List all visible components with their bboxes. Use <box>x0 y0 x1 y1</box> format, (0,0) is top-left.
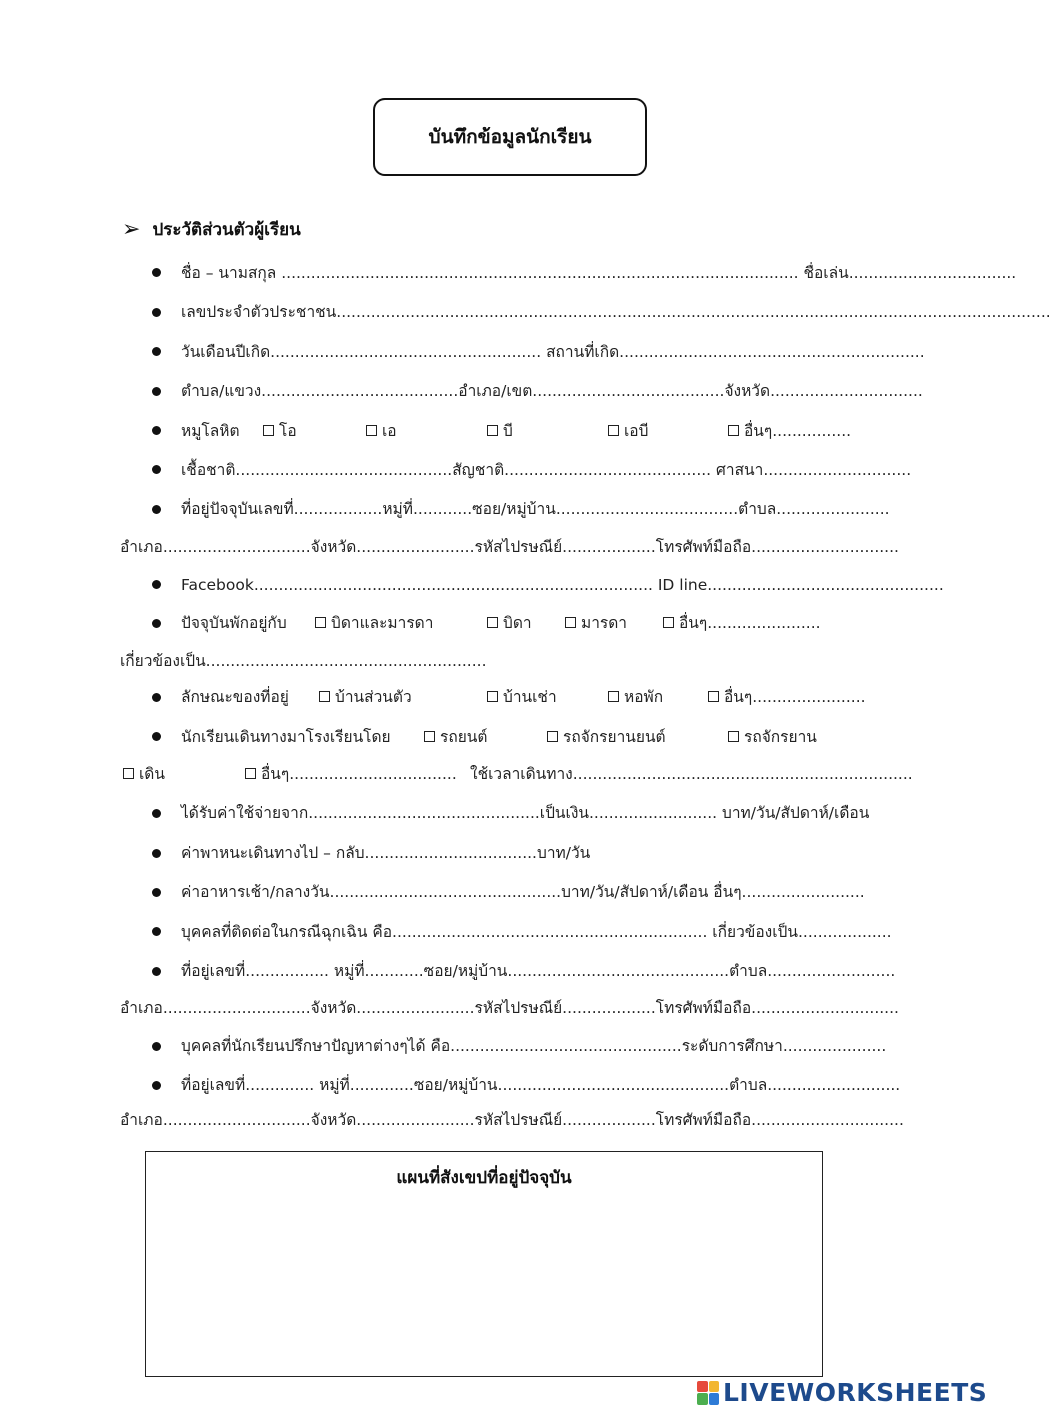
blood-o-option[interactable]: โอ <box>263 421 297 441</box>
birth-field-line[interactable]: วันเดือนปีเกิด....................................................... สถานที่เกิด.............................................................. <box>181 343 925 361</box>
blood-b-option[interactable]: บี <box>487 421 513 441</box>
bullet-icon <box>152 967 161 976</box>
checkbox[interactable] <box>728 731 739 742</box>
section-title: ประวัติส่วนตัวผู้เรียน <box>152 220 301 240</box>
checkbox[interactable] <box>245 768 256 779</box>
living-mother-option[interactable]: มารดา <box>565 613 627 633</box>
contact-address-field-line[interactable]: ที่อยู่เลขที่................. หมู่ที่............ซอย/หมู่บ้าน.............................................ตำบล.......................... <box>181 962 896 980</box>
travel-time-field-line[interactable]: ใช้เวลาเดินทาง..................................................................... <box>470 765 913 783</box>
ethnicity-field-line[interactable]: เชื้อชาติ............................................สัญชาติ.......................................... ศาสนา.............................. <box>181 461 912 479</box>
checkbox[interactable] <box>366 425 377 436</box>
liveworksheets-logo-icon <box>697 1381 719 1405</box>
map-sketch-box[interactable] <box>145 1151 823 1377</box>
bullet-icon <box>152 268 161 277</box>
blood-other-option[interactable]: อื่นๆ................ <box>728 421 851 441</box>
brand-wordmark: LIVEWORKSHEETS <box>723 1378 988 1407</box>
travel-label: นักเรียนเดินทางมาโรงเรียนโดย <box>181 728 391 746</box>
social-field-line[interactable]: Facebook................................................................................. ID line................................................ <box>181 576 944 594</box>
bullet-icon <box>152 580 161 589</box>
checkbox[interactable] <box>487 691 498 702</box>
travel-other-option[interactable]: อื่นๆ.................................. <box>245 764 457 784</box>
bullet-icon <box>152 426 161 435</box>
bullet-icon <box>152 693 161 702</box>
living-father-option[interactable]: บิดา <box>487 613 532 633</box>
checkbox[interactable] <box>487 425 498 436</box>
allowance-field-line[interactable]: ได้รับค่าใช้จ่ายจาก...............................................เป็นเงิน.......................... บาท/วัน/สัปดาห์/เดือน <box>181 804 870 822</box>
checkbox[interactable] <box>319 691 330 702</box>
travel-motorcycle-option[interactable]: รถจักรยานยนต์ <box>547 727 666 747</box>
blood-type-label: หมูโลหิต <box>181 422 240 440</box>
advisor-field-line[interactable]: บุคคลที่นักเรียนปรึกษาปัญหาต่างๆได้ คือ...............................................ระดับการศึกษา..................... <box>181 1037 887 1055</box>
checkbox[interactable] <box>728 425 739 436</box>
contact-address-cont-field-line[interactable]: อำเภอ..............................จังหวัด........................รหัสไปรษณีย์...................โทรศัพท์มือถือ.............................. <box>120 999 899 1017</box>
checkbox[interactable] <box>565 617 576 628</box>
address-field-line[interactable]: ที่อยู่ปัจจุบันเลขที่..................หมู่ที่............ซอย/หมู่บ้าน.....................................ตำบล....................... <box>181 500 890 518</box>
travel-walk-option[interactable]: เดิน <box>123 764 165 784</box>
residence-label: ลักษณะของที่อยู่ <box>181 688 289 706</box>
checkbox[interactable] <box>487 617 498 628</box>
bullet-icon <box>152 619 161 628</box>
bullet-icon <box>152 809 161 818</box>
living-both-option[interactable]: บิดาและมารดา <box>315 613 433 633</box>
checkbox[interactable] <box>608 425 619 436</box>
liveworksheets-logo <box>697 1378 987 1407</box>
residence-dorm-option[interactable]: หอพัก <box>608 687 663 707</box>
blood-a-option[interactable]: เอ <box>366 421 397 441</box>
residence-other-option[interactable]: อื่นๆ....................... <box>708 687 866 707</box>
blood-ab-option[interactable]: เอบี <box>608 421 648 441</box>
bullet-icon <box>152 347 161 356</box>
address-cont-field-line[interactable]: อำเภอ..............................จังหวัด........................รหัสไปรษณีย์...................โทรศัพท์มือถือ.............................. <box>120 538 899 556</box>
advisor-address-field-line[interactable]: ที่อยู่เลขที่.............. หมู่ที่.............ซอย/หมู่บ้าน...............................................ตำบล........................... <box>181 1076 901 1094</box>
name-field-line[interactable]: ชื่อ – นามสกุล ......................................................................................................... ชื่อเล่น.................................. <box>181 264 1017 282</box>
district-field-line[interactable]: ตำบล/แขวง........................................อำเภอ/เขต.......................................จังหวัด............................... <box>181 382 923 400</box>
document-title: บันทึกข้อมูลนักเรียน <box>428 126 592 148</box>
section-header <box>122 216 301 243</box>
emergency-contact-field-line[interactable]: บุคคลที่ติดต่อในกรณีฉุกเฉิน คือ................................................................ เกี่ยวข้องเป็น................... <box>181 923 892 941</box>
food-cost-field-line[interactable]: ค่าอาหารเช้า/กลางวัน...............................................บาท/วัน/สัปดาห์/เดือน อื่นๆ......................... <box>181 883 865 901</box>
id-number-field-line[interactable]: เลขประจำตัวประชาชน................................................................................................................................................. <box>181 303 1051 321</box>
living-other-option[interactable]: อื่นๆ....................... <box>663 613 821 633</box>
transport-cost-field-line[interactable]: ค่าพาหนะเดินทางไป – กลับ...................................บาท/วัน <box>181 844 591 862</box>
bullet-icon <box>152 465 161 474</box>
checkbox[interactable] <box>663 617 674 628</box>
residence-rent-option[interactable]: บ้านเช่า <box>487 687 557 707</box>
relation-field-line[interactable]: เกี่ยวข้องเป็น......................................................... <box>120 652 487 670</box>
bullet-icon <box>152 505 161 514</box>
advisor-address-cont-field-line[interactable]: อำเภอ..............................จังหวัด........................รหัสไปรษณีย์...................โทรศัพท์มือถือ............................... <box>120 1111 904 1129</box>
bullet-icon <box>152 1042 161 1051</box>
checkbox[interactable] <box>123 768 134 779</box>
living-label: ปัจจุบันพักอยู่กับ <box>181 614 287 632</box>
checkbox[interactable] <box>424 731 435 742</box>
arrow-bullet-icon: ➢ <box>122 216 141 242</box>
bullet-icon <box>152 927 161 936</box>
checkbox[interactable] <box>608 691 619 702</box>
checkbox[interactable] <box>263 425 274 436</box>
bullet-icon <box>152 888 161 897</box>
bullet-icon <box>152 849 161 858</box>
map-title: แผนที่สังเขปที่อยู่ปัจจุบัน <box>396 1168 572 1188</box>
travel-bicycle-option[interactable]: รถจักรยาน <box>728 727 817 747</box>
bullet-icon <box>152 387 161 396</box>
travel-car-option[interactable]: รถยนต์ <box>424 727 487 747</box>
title-box <box>373 98 647 176</box>
residence-own-option[interactable]: บ้านส่วนตัว <box>319 687 412 707</box>
checkbox[interactable] <box>547 731 558 742</box>
bullet-icon <box>152 308 161 317</box>
checkbox[interactable] <box>315 617 326 628</box>
checkbox[interactable] <box>708 691 719 702</box>
bullet-icon <box>152 1081 161 1090</box>
bullet-icon <box>152 732 161 741</box>
